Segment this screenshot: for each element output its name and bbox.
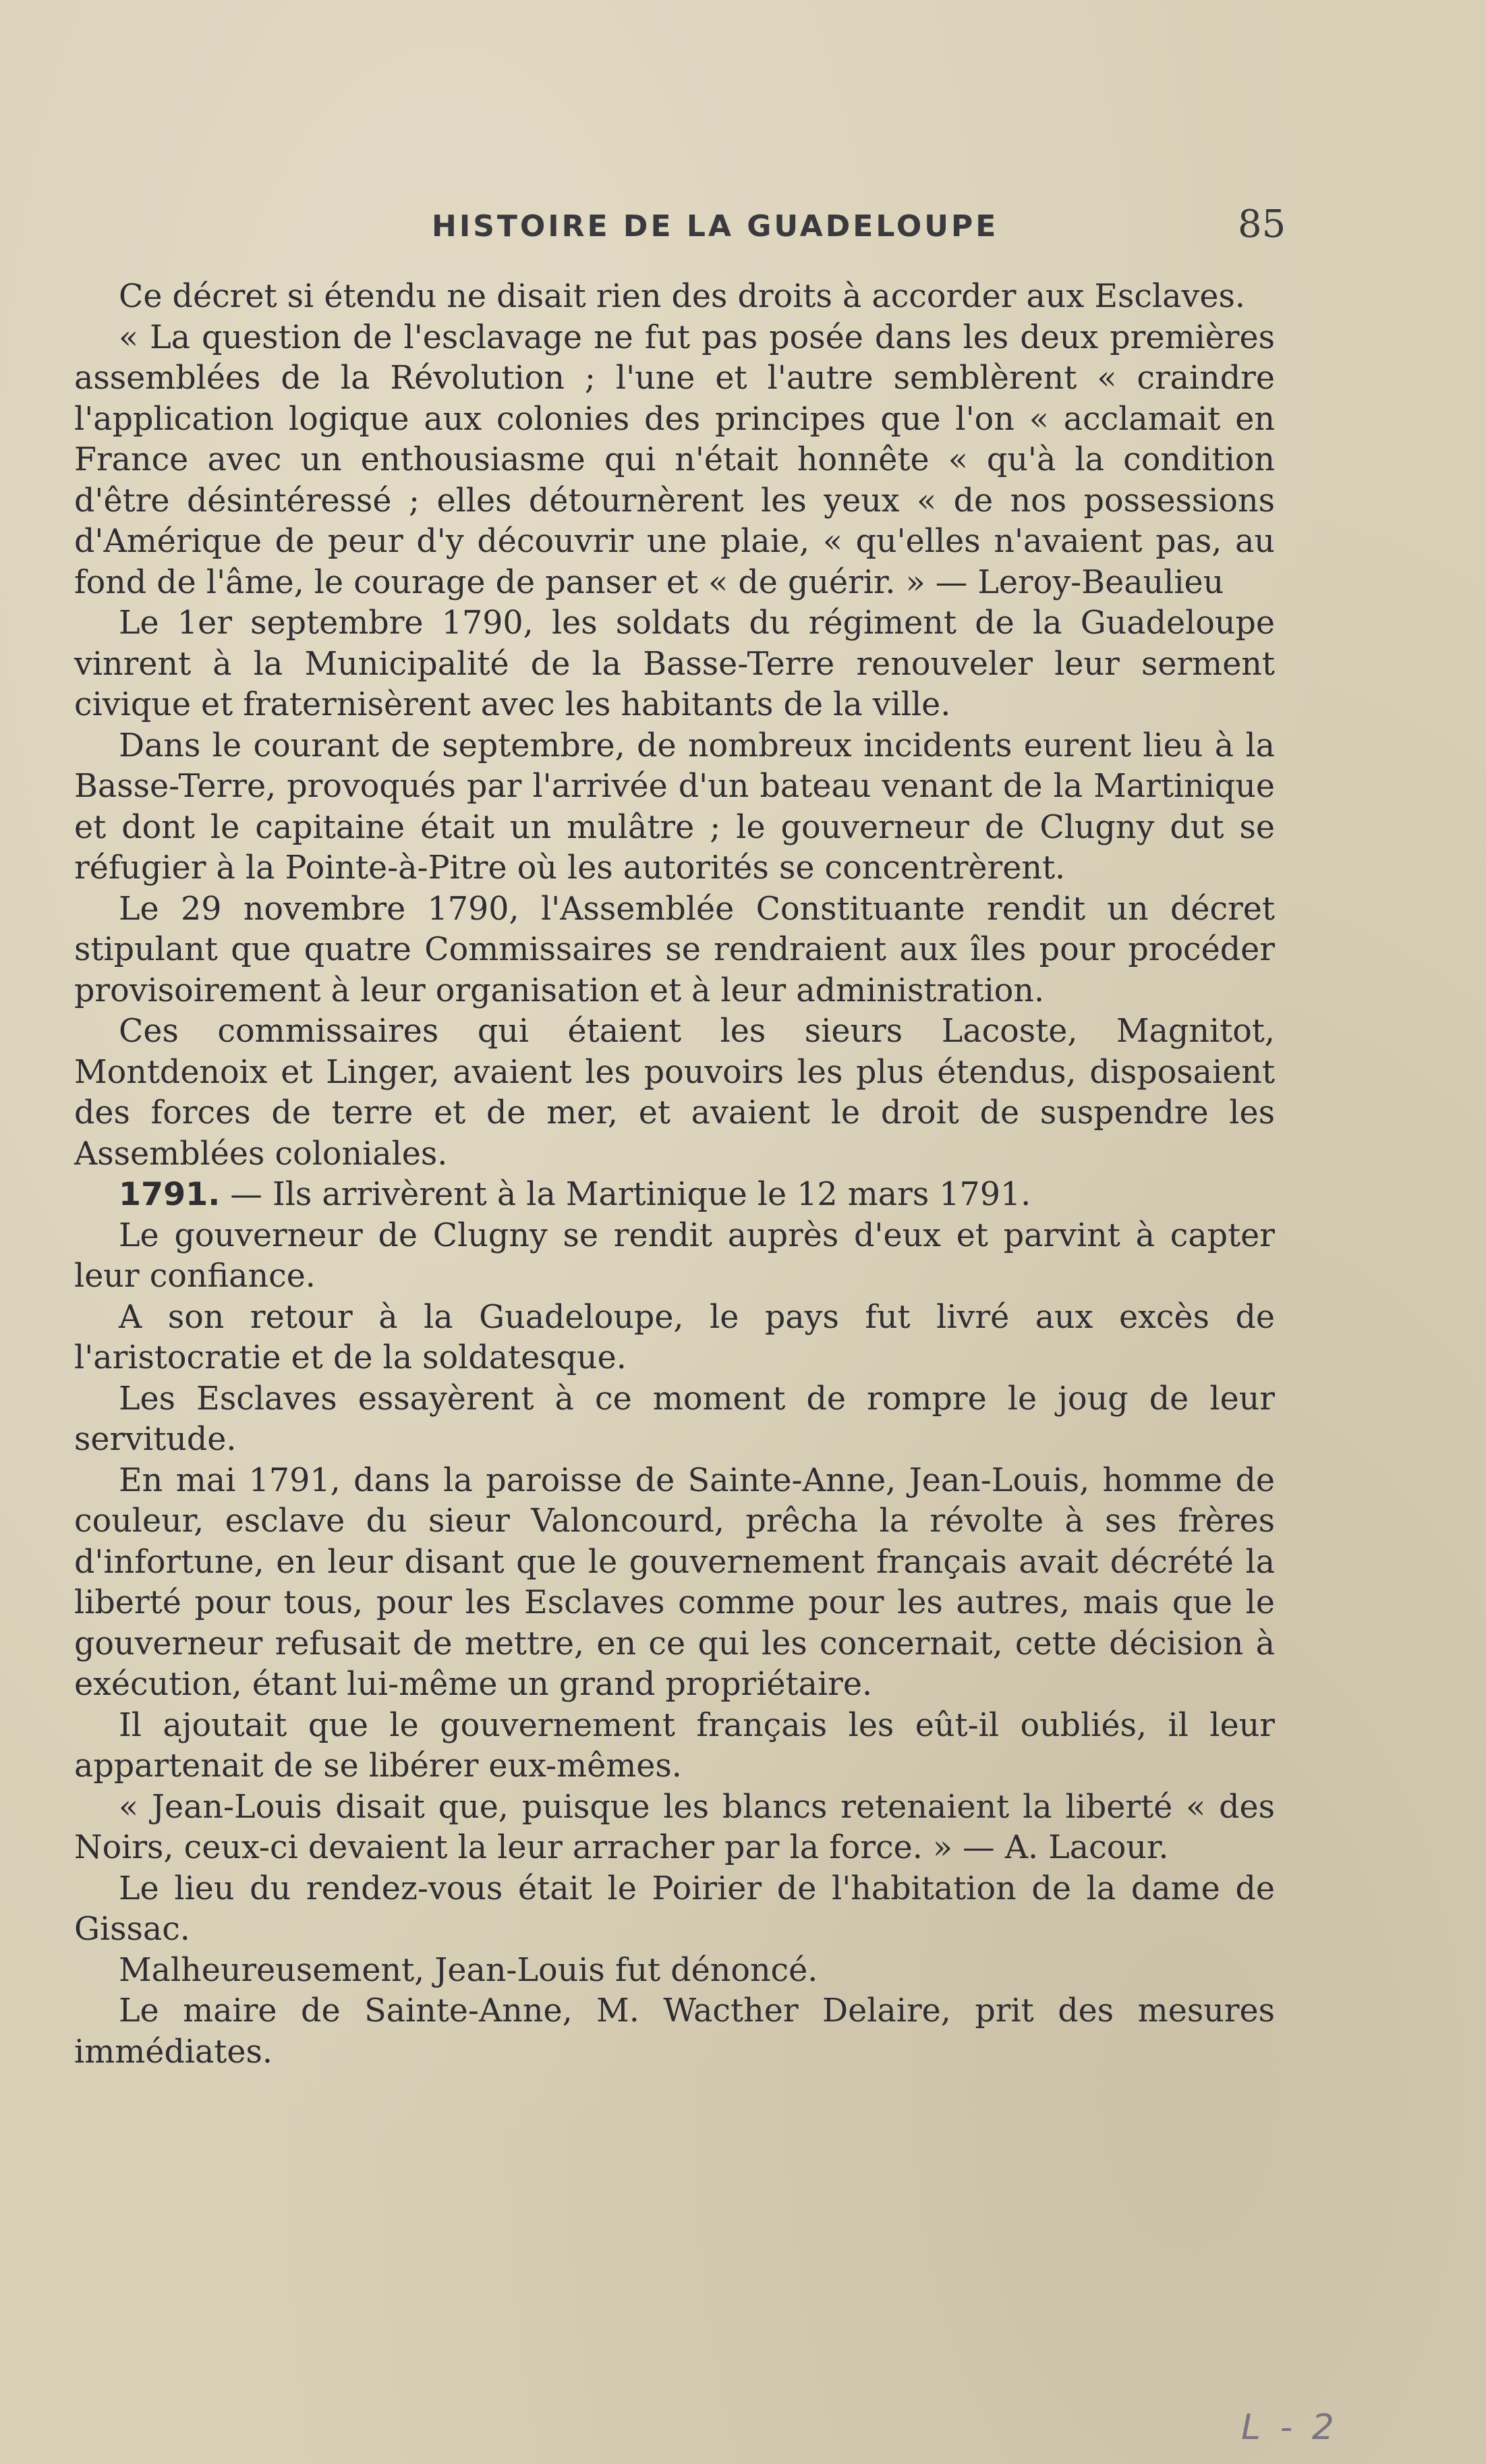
paragraph: Ce décret si étendu ne disait rien des droits à accorder aux Esclaves. <box>119 278 1245 315</box>
paragraph: « La question de l'esclavage ne fut pas posée dans les deux premières assemblées de la Révolution ; l'une et l'autre semblèrent « craindre l'application logique aux colonies des principes que l'on « acclamait en France avec un enthousiasme qui n'était honnête « qu'à la condition d'être désintéressé ; elles détournèrent les yeux « de nos possessions d'Amérique de peur d'y découvrir une plaie, « qu'elles n'avaient pas, au fond de l'âme, le courage de panser et « de guérir. » — Leroy-Beaulieu <box>74 318 1275 601</box>
paragraph: En mai 1791, dans la paroisse de Sainte-Anne, Jean-Louis, homme de couleur, esclave du sieur Valoncourd, prêcha la révolte à ses frères d'infortune, en leur disant que le gouvernement français avait décrété la liberté pour tous, pour les Esclaves comme pour les autres, mais que le gouverneur refusait de mettre, en ce qui les concernait, cette décision à exécution, étant lui-même un grand propriétaire. <box>74 1461 1275 1703</box>
paragraph: Le gouverneur de Clugny se rendit auprès d'eux et parvint à capter leur confiance. <box>74 1216 1275 1295</box>
page-number: 85 <box>1238 202 1286 246</box>
paragraph: A son retour à la Guadeloupe, le pays fut livré aux excès de l'aristocratie et de la soldatesque. <box>74 1298 1275 1376</box>
paragraph: Le 1er septembre 1790, les soldats du régiment de la Guadeloupe vinrent à la Municipalité de la Basse-Terre renouveler leur serment civique et fraternisèrent avec les habitants de la ville. <box>74 605 1275 723</box>
running-title: HISTOIRE DE LA GUADELOUPE <box>432 209 999 244</box>
paragraph: Les Esclaves essayèrent à ce moment de rompre le joug de leur servitude. <box>74 1380 1275 1458</box>
paragraph: Dans le courant de septembre, de nombreux incidents eurent lieu à la Basse-Terre, provoqués par l'arrivée d'un bateau venant de la Martinique et dont le capitaine était un mulâtre ; le gouverneur de Clugny dut se réfugier à la Pointe-à-Pitre où les autorités se concentrèrent. <box>74 727 1275 887</box>
page-header <box>0 202 1486 256</box>
paragraph: Ces commissaires qui étaient les sieurs Lacoste, Magnitot, Montdenoix et Linger, avaient les pouvoirs les plus étendus, disposaient des forces de terre et de mer, et avaient le droit de suspendre les Assemblées coloniales. <box>74 1013 1275 1173</box>
paragraph-text: — Ils arrivèrent à la Martinique le 12 mars 1791. <box>230 1176 1031 1213</box>
year-lead: 1791. <box>119 1176 221 1213</box>
paragraph: Il ajoutait que le gouvernement français les eût-il oubliés, il leur appartenait de se libérer eux-mêmes. <box>74 1706 1275 1785</box>
paragraph: « Jean-Louis disait que, puisque les blancs retenaient la liberté « des Noirs, ceux-ci devaient la leur arracher par la force. » — A. Lacour. <box>74 1788 1275 1866</box>
paragraph: Le maire de Sainte-Anne, M. Wacther Delaire, prit des mesures immédiates. <box>74 1992 1275 2071</box>
body-text <box>74 277 1275 2073</box>
paragraph: Le lieu du rendez-vous était le Poirier de l'habitation de la dame de Gissac. <box>74 1870 1275 1948</box>
paragraph-1791 <box>74 1175 1275 1216</box>
paragraph: Malheureusement, Jean-Louis fut dénoncé. <box>119 1951 818 1989</box>
paragraph: Le 29 novembre 1790, l'Assemblée Constituante rendit un décret stipulant que quatre Commissaires se rendraient aux îles pour procéder provisoirement à leur organisation et à leur administration. <box>74 890 1275 1009</box>
handwritten-mark: L - 2 <box>1241 2407 1338 2448</box>
